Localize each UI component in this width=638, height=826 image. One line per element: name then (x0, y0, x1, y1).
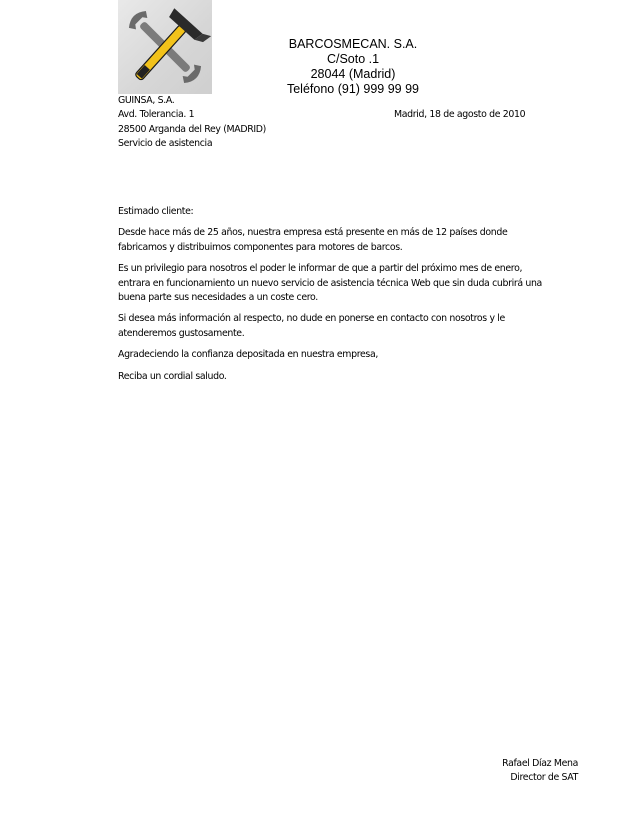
paragraph-line: Es un privilegio para nosotros el poder le informar de que a partir del próximo mes de enero, (118, 263, 523, 275)
recipient-line: GUINSA, S.A. (118, 95, 175, 106)
company-street: C/Soto .1 (326, 52, 380, 66)
paragraph (118, 262, 588, 305)
company-phone: Teléfono (91) 999 99 99 (286, 82, 420, 96)
letter-date: Madrid, 18 de agosto de 2010 (394, 109, 526, 120)
signer-title: Director de SAT (510, 772, 578, 784)
closing: Reciba un cordial saludo. (118, 370, 227, 382)
paragraph-line: Si desea más información al respecto, no dude en ponerse en contacto con nosotros y le (118, 313, 505, 325)
wrench-and-hammer-icon (118, 0, 212, 94)
paragraph-line: fabricamos y distribuimos componentes para motores de barcos. (118, 241, 403, 253)
company-city: 28044 (Madrid) (310, 67, 396, 81)
paragraph-line: Desde hace más de 25 años, nuestra empresa está presente en más de 12 países donde (118, 227, 508, 239)
paragraph: Agradeciendo la confianza depositada en nuestra empresa, (118, 349, 378, 361)
recipient-line: Servicio de asistencia (118, 138, 213, 150)
paragraph (118, 226, 588, 255)
greeting: Estimado cliente: (118, 206, 194, 217)
signer-name: Rafael Díaz Mena (502, 758, 578, 769)
paragraph-line: entrara en funcionamiento un nuevo servicio de asistencia técnica Web que sin duda cubrirá una (118, 277, 542, 289)
company-header (268, 37, 438, 97)
paragraph-line: atenderemos gustosamente. (118, 327, 245, 339)
letter-body (118, 205, 588, 391)
paragraph (118, 312, 588, 341)
recipient-line: 28500 Arganda del Rey (MADRID) (118, 123, 266, 135)
recipient-line: Avd. Tolerancia. 1 (118, 109, 195, 121)
recipient-address (118, 94, 266, 152)
signature-block (502, 757, 578, 786)
company-logo (118, 0, 212, 94)
paragraph-line: buena parte sus necesidades a un coste cero. (118, 292, 318, 304)
company-name: BARCOSMECAN. S.A. (288, 37, 418, 51)
